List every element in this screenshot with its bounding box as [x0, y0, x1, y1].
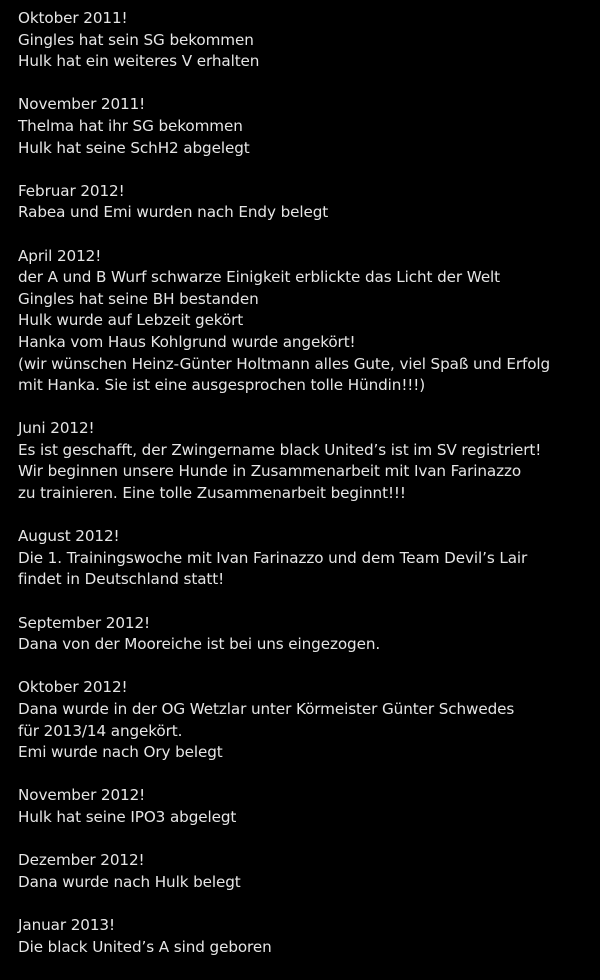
entry-text-line: Dana wurde nach Hulk belegt	[18, 872, 241, 891]
entry-text-line: Gingles hat sein SG bekommen	[18, 30, 254, 49]
entry-text-line: Gingles hat seine BH bestanden	[18, 289, 259, 308]
entry-text-line: Wir beginnen unsere Hunde in Zusammenarbeit mit Ivan Farinazzo	[18, 462, 522, 481]
entry-text-line: findet in Deutschland statt!	[18, 570, 225, 589]
entry-text-line: der A und B Wurf schwarze Einigkeit erblickte das Licht der Welt	[18, 268, 501, 287]
entry-text-line: Thelma hat ihr SG bekommen	[18, 116, 243, 135]
entry-date: September 2012!	[18, 613, 151, 632]
entry-text-line: Rabea und Emi wurden nach Endy belegt	[18, 203, 329, 222]
news-entry	[18, 677, 594, 763]
news-entry	[18, 526, 594, 591]
news-entry	[18, 181, 594, 224]
entry-date: Dezember 2012!	[18, 851, 145, 870]
entry-text-line: Die black United’s A sind geboren	[18, 937, 272, 956]
news-entry	[18, 613, 594, 656]
entry-text-line: Hulk wurde auf Lebzeit gekört	[18, 311, 244, 330]
entry-text-line: Dana von der Mooreiche ist bei uns eingezogen.	[18, 635, 381, 654]
entry-text-line: Die 1. Trainingswoche mit Ivan Farinazzo und dem Team Devil’s Lair	[18, 548, 528, 567]
entry-date: Februar 2012!	[18, 181, 125, 200]
entry-date: April 2012!	[18, 246, 102, 265]
entry-text-line: zu trainieren. Eine tolle Zusammenarbeit beginnt!!!	[18, 484, 406, 503]
entry-text-line: Dana wurde in der OG Wetzlar unter Körmeister Günter Schwedes	[18, 700, 515, 718]
entry-text-line: Hulk hat seine SchH2 abgelegt	[18, 138, 250, 157]
entry-text-line: mit Hanka. Sie ist eine ausgesprochen tolle Hündin!!!)	[18, 376, 426, 395]
entry-text-line: Emi wurde nach Ory belegt	[18, 743, 223, 762]
entry-date: Juni 2012!	[18, 419, 95, 438]
entry-text-line: Es ist geschafft, der Zwingername black United’s ist im SV registriert!	[18, 440, 542, 459]
news-list	[18, 8, 594, 980]
news-entry	[18, 418, 594, 504]
entry-date: Oktober 2012!	[18, 678, 128, 697]
news-entry	[18, 8, 594, 73]
news-entry	[18, 915, 594, 958]
entry-text-line: für 2013/14 angekört.	[18, 721, 183, 740]
entry-text-line: Hulk hat ein weiteres V erhalten	[18, 52, 260, 71]
entry-date: November 2012!	[18, 786, 146, 805]
entry-date: Januar 2013!	[18, 915, 115, 934]
entry-text-line: (wir wünschen Heinz-Günter Holtmann alles Gute, viel Spaß und Erfolg	[18, 354, 551, 373]
news-entry	[18, 850, 594, 893]
entry-text-line: Hulk hat seine IPO3 abgelegt	[18, 807, 237, 826]
entry-date: Oktober 2011!	[18, 9, 128, 27]
entry-date: November 2011!	[18, 95, 146, 114]
news-entry	[18, 246, 594, 397]
entry-date: August 2012!	[18, 527, 120, 546]
news-entry	[18, 94, 594, 159]
news-entry	[18, 785, 594, 828]
entry-text-line: Hanka vom Haus Kohlgrund wurde angekört!	[18, 332, 356, 351]
